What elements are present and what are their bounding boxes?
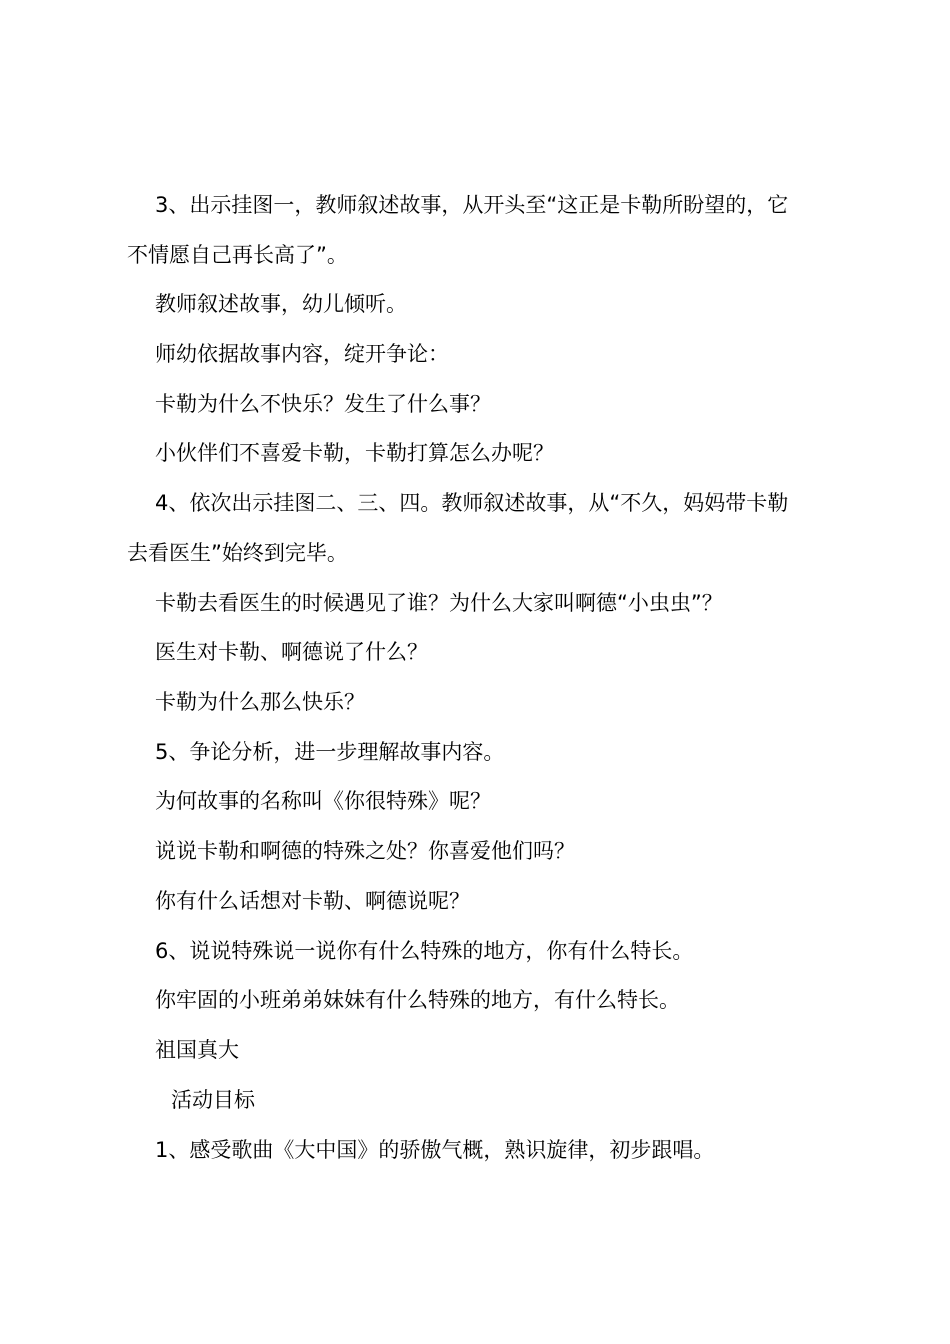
paragraph-line: 卡勒去看医生的时候遇见了谁？为什么大家叫啊德“小虫虫”？	[155, 591, 723, 615]
paragraph-line: 4、依次出示挂图二、三、四。教师叙述故事，从“不久，妈妈带卡勒	[155, 491, 789, 515]
paragraph-line: 医生对卡勒、啊德说了什么？	[155, 640, 428, 664]
paragraph-line: 小伙伴们不喜爱卡勒，卡勒打算怎么办呢？	[155, 441, 554, 465]
paragraph-line: 说说卡勒和啊德的特殊之处？你喜爱他们吗？	[155, 839, 575, 863]
paragraph-line: 你牢固的小班弟弟妹妹有什么特殊的地方，有什么特长。	[155, 988, 680, 1012]
paragraph-line: 1、感受歌曲《大中国》的骄傲气概，熟识旋律，初步跟唱。	[155, 1138, 715, 1162]
paragraph-line: 3、出示挂图一，教师叙述故事，从开头至“这正是卡勒所盼望的，它	[155, 193, 789, 217]
paragraph-line: 教师叙述故事，幼儿倾听。	[155, 292, 407, 316]
section-heading: 祖国真大	[155, 1038, 239, 1062]
paragraph-line: 5、争论分析，进一步理解故事内容。	[155, 740, 505, 764]
paragraph-line: 师幼依据故事内容，绽开争论：	[155, 342, 449, 366]
paragraph-line: 去看医生”始终到完毕。	[127, 541, 348, 565]
subsection-heading: 活动目标	[171, 1088, 255, 1112]
paragraph-line: 6、说说特殊说一说你有什么特殊的地方，你有什么特长。	[155, 939, 694, 963]
paragraph-line: 卡勒为什么那么快乐？	[155, 690, 365, 714]
paragraph-line: 你有什么话想对卡勒、啊德说呢？	[155, 889, 470, 913]
paragraph-line: 卡勒为什么不快乐？发生了什么事？	[155, 392, 491, 416]
paragraph-line: 为何故事的名称叫《你很特殊》呢？	[155, 789, 491, 813]
paragraph-line: 不情愿自己再长高了”。	[127, 243, 348, 267]
